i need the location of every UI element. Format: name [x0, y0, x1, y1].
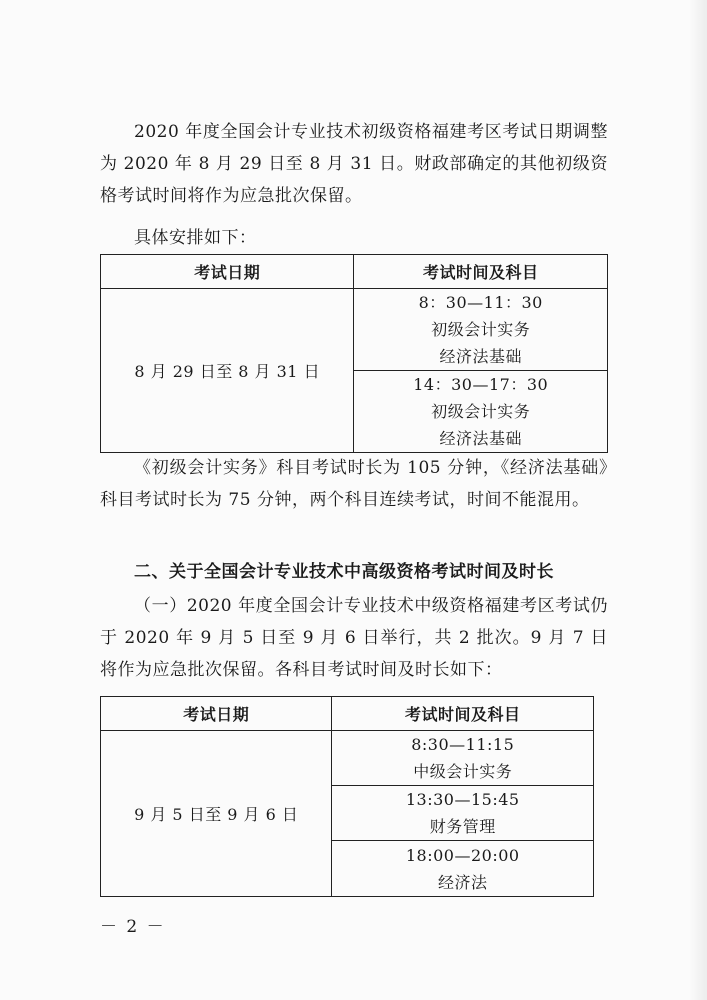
section-heading-intermediate-exam: 二、关于全国会计专业技术中高级资格考试时间及时长: [134, 562, 554, 582]
table1-session-subject: 初级会计实务: [431, 402, 531, 421]
table2-date-cell: 9 月 5 日至 9 月 6 日: [101, 731, 332, 897]
table2-session-cell: [332, 786, 594, 841]
table-intermediate-exam-schedule: [100, 696, 594, 897]
table1-session-time: 8：30—11：30: [418, 293, 543, 312]
table2-session-subject: 财务管理: [429, 817, 496, 836]
table1-session-time: 14：30—17：30: [413, 375, 549, 394]
table2-session-cell: [332, 731, 594, 786]
table1-session-subject: 经济法基础: [439, 347, 522, 366]
table2-session-subject: 中级会计实务: [413, 762, 513, 781]
paragraph-exam-duration: 《初级会计实务》科目考试时长为 105 分钟，《经济法基础》科目考试时长为 75 分钟，两个科目连续考试，时间不能混用。: [100, 458, 608, 510]
table2-header-subject: 考试时间及科目: [332, 697, 594, 731]
table2-session-time: 18:00—20:00: [405, 845, 520, 865]
table1-header-date: 考试日期: [101, 255, 354, 289]
table2-session-cell: [332, 841, 594, 897]
table-junior-exam-schedule: [100, 254, 608, 453]
page-number: － 2 －: [100, 917, 166, 937]
scan-edge-shadow: [689, 0, 707, 1000]
table2-session-subject: 经济法: [437, 872, 488, 892]
table1-date-cell: 8 月 29 日至 8 月 31 日: [101, 289, 354, 453]
paragraph-arrangement-intro: 具体安排如下：: [134, 228, 257, 248]
table1-session-subject: 经济法基础: [439, 429, 522, 448]
paragraph-intermediate-exam-date: （一）2020 年度全国会计专业技术中级资格福建考区考试仍于 2020 年 9 月 5 日至 9 月 6 日举行，共 2 批次。9 月 7 日将作为应急批次保留。各科目考试时间及时长如下：: [100, 596, 608, 680]
paragraph-exam-date-adjustment: 2020 年度全国会计专业技术初级资格福建考区考试日期调整为 2020 年 8 月 29 日至 8 月 31 日。财政部确定的其他初级资格考试时间将作为应急批次保留。: [100, 122, 608, 206]
table2-session-time: 8:30—11:15: [411, 735, 515, 754]
table1-session-subject: 初级会计实务: [431, 320, 531, 339]
table2-session-time: 13:30—15:45: [405, 790, 520, 809]
table1-session-cell: [354, 289, 608, 371]
table2-header-date: 考试日期: [101, 697, 332, 731]
table1-session-cell: [354, 371, 608, 453]
table1-header-subject: 考试时间及科目: [354, 255, 608, 289]
